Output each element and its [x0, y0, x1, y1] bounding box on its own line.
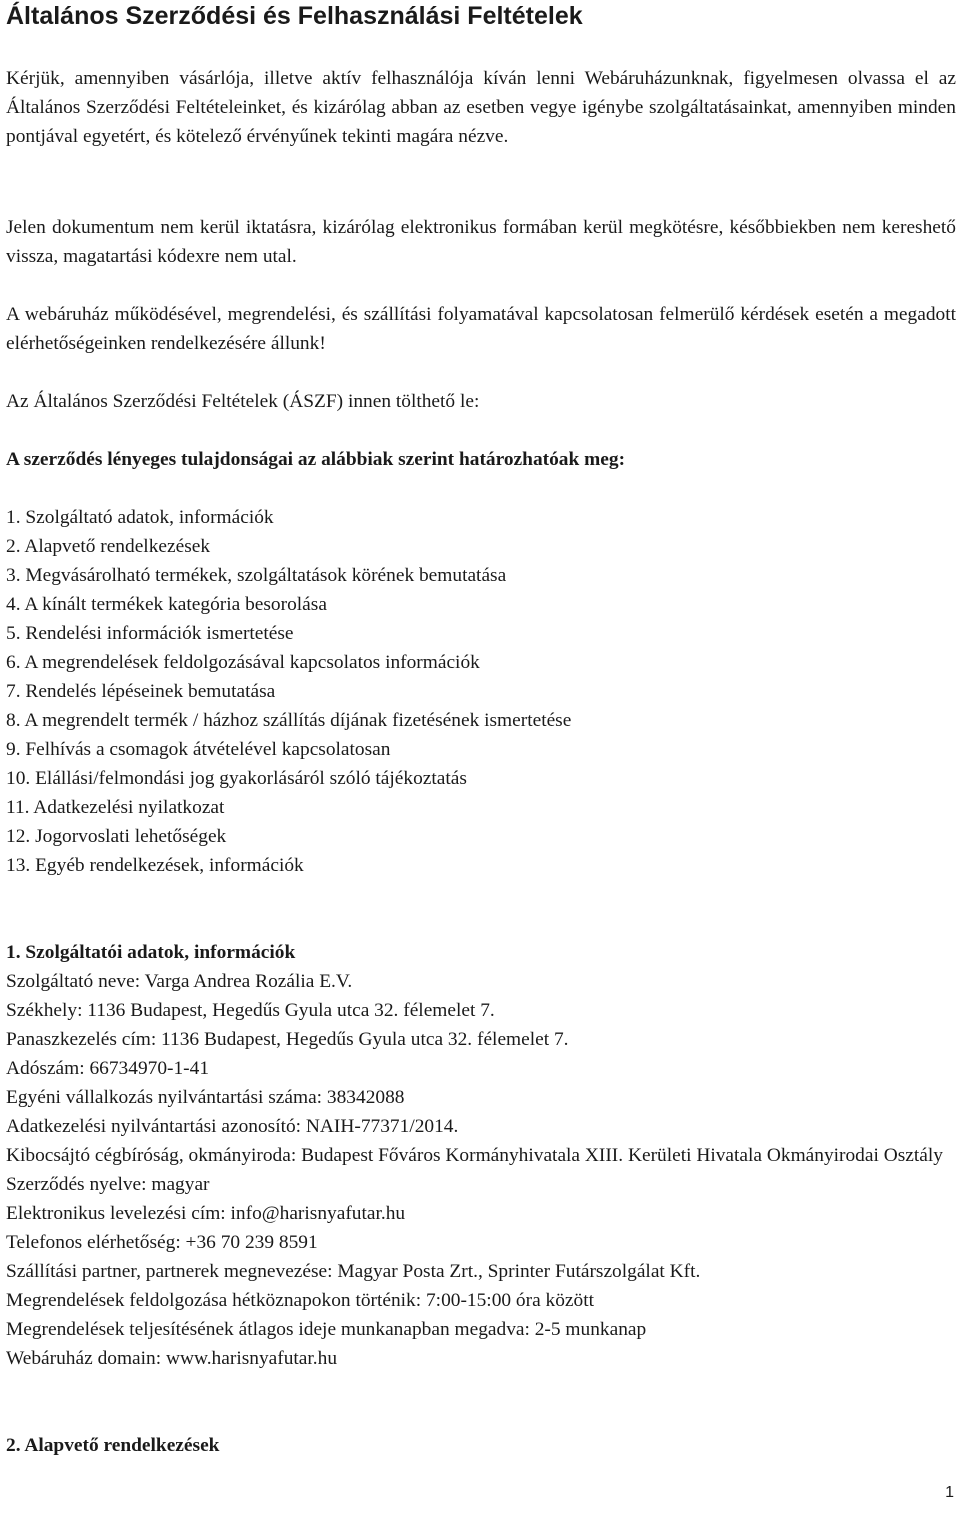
provider-info	[6, 938, 956, 1373]
toc-item: 10. Elállási/felmondási jog gyakorlásáról szóló tájékoztatás	[6, 768, 467, 789]
toc-item: 11. Adatkezelési nyilatkozat	[6, 797, 225, 818]
webshop-domain: Webáruház domain: www.harisnyafutar.hu	[6, 1348, 338, 1369]
page-number: 1	[945, 1484, 954, 1501]
toc-item: 5. Rendelési információk ismertetése	[6, 623, 294, 644]
toc-item: 9. Felhívás a csomagok átvételével kapcsolatosan	[6, 739, 391, 760]
processing-hours: Megrendelések feldolgozása hétköznapokon történik: 7:00-15:00 óra között	[6, 1290, 595, 1311]
phone-contact: Telefonos elérhetőség: +36 70 239 8591	[6, 1232, 318, 1253]
document-title: Általános Szerződési és Felhasználási Feltételek	[6, 2, 583, 30]
toc-item: 7. Rendelés lépéseinek bemutatása	[6, 681, 276, 702]
toc-heading: A szerződés lényeges tulajdonságai az alábbiak szerint határozhatóak meg:	[6, 449, 626, 470]
fulfillment-time: Megrendelések teljesítésének átlagos ideje munkanapban megadva: 2-5 munkanap	[6, 1319, 647, 1340]
toc-item: 8. A megrendelt termék / házhoz szállítás díjának fizetésének ismertetése	[6, 710, 572, 731]
intro-paragraph-1: Kérjük, amennyiben vásárlója, illetve aktív felhasználója kíván lenni Webáruházunknak, figyelmesen olvassa el az Általános Szerződési Feltételeinket, és kizárólag abban az esetben vegye igénybe szolgáltatásainkat, amennyiben minden pontjával egyetért, és kötelező érvényűnek tekinti magára nézve.	[6, 68, 956, 147]
section-1-heading: 1. Szolgáltatói adatok, információk	[6, 942, 296, 963]
intro-paragraph-3: A webáruház működésével, megrendelési, és szállítási folyamatával kapcsolatosan felmerülő kérdések esetén a megadott elérhetőségeinken rendelkezésére állunk!	[6, 304, 956, 354]
toc-item: 4. A kínált termékek kategória besorolása	[6, 594, 327, 615]
shipping-partners: Szállítási partner, partnerek megnevezése: Magyar Posta Zrt., Sprinter Futárszolgálat Kft.	[6, 1261, 701, 1282]
issuing-authority: Kibocsájtó cégbíróság, okmányiroda: Budapest Főváros Kormányhivatala XIII. Kerületi Hivatala Okmányirodai Osztály	[6, 1145, 943, 1166]
email-address: Elektronikus levelezési cím: info@harisnyafutar.hu	[6, 1203, 406, 1224]
toc-item: 3. Megvásárolható termékek, szolgáltatások körének bemutatása	[6, 565, 507, 586]
provider-name: Szolgáltató neve: Varga Andrea Rozália E.V.	[6, 971, 353, 992]
section-2-heading: 2. Alapvető rendelkezések	[6, 1435, 220, 1456]
contract-language: Szerződés nyelve: magyar	[6, 1174, 210, 1195]
data-protection-id: Adatkezelési nyilvántartási azonosító: NAIH-77371/2014.	[6, 1116, 459, 1137]
tax-number: Adószám: 66734970-1-41	[6, 1058, 210, 1079]
complaint-address: Panaszkezelés cím: 1136 Budapest, Hegedűs Gyula utca 32. félemelet 7.	[6, 1029, 569, 1050]
toc-item: 6. A megrendelések feldolgozásával kapcsolatos információk	[6, 652, 480, 673]
provider-seat: Székhely: 1136 Budapest, Hegedűs Gyula utca 32. félemelet 7.	[6, 1000, 495, 1021]
toc-item: 2. Alapvető rendelkezések	[6, 536, 211, 557]
intro-paragraph-4: Az Általános Szerződési Feltételek (ÁSZF) innen tölthető le:	[6, 391, 480, 412]
intro-paragraph-2: Jelen dokumentum nem kerül iktatásra, kizárólag elektronikus formában kerül megkötésre, későbbiekben nem kereshető vissza, magatartási kódexre nem utal.	[6, 217, 956, 267]
toc-item: 12. Jogorvoslati lehetőségek	[6, 826, 227, 847]
table-of-contents	[6, 503, 666, 880]
registration-number: Egyéni vállalkozás nyilvántartási száma: 38342088	[6, 1087, 405, 1108]
toc-item: 1. Szolgáltató adatok, információk	[6, 507, 274, 528]
toc-item: 13. Egyéb rendelkezések, információk	[6, 855, 304, 876]
